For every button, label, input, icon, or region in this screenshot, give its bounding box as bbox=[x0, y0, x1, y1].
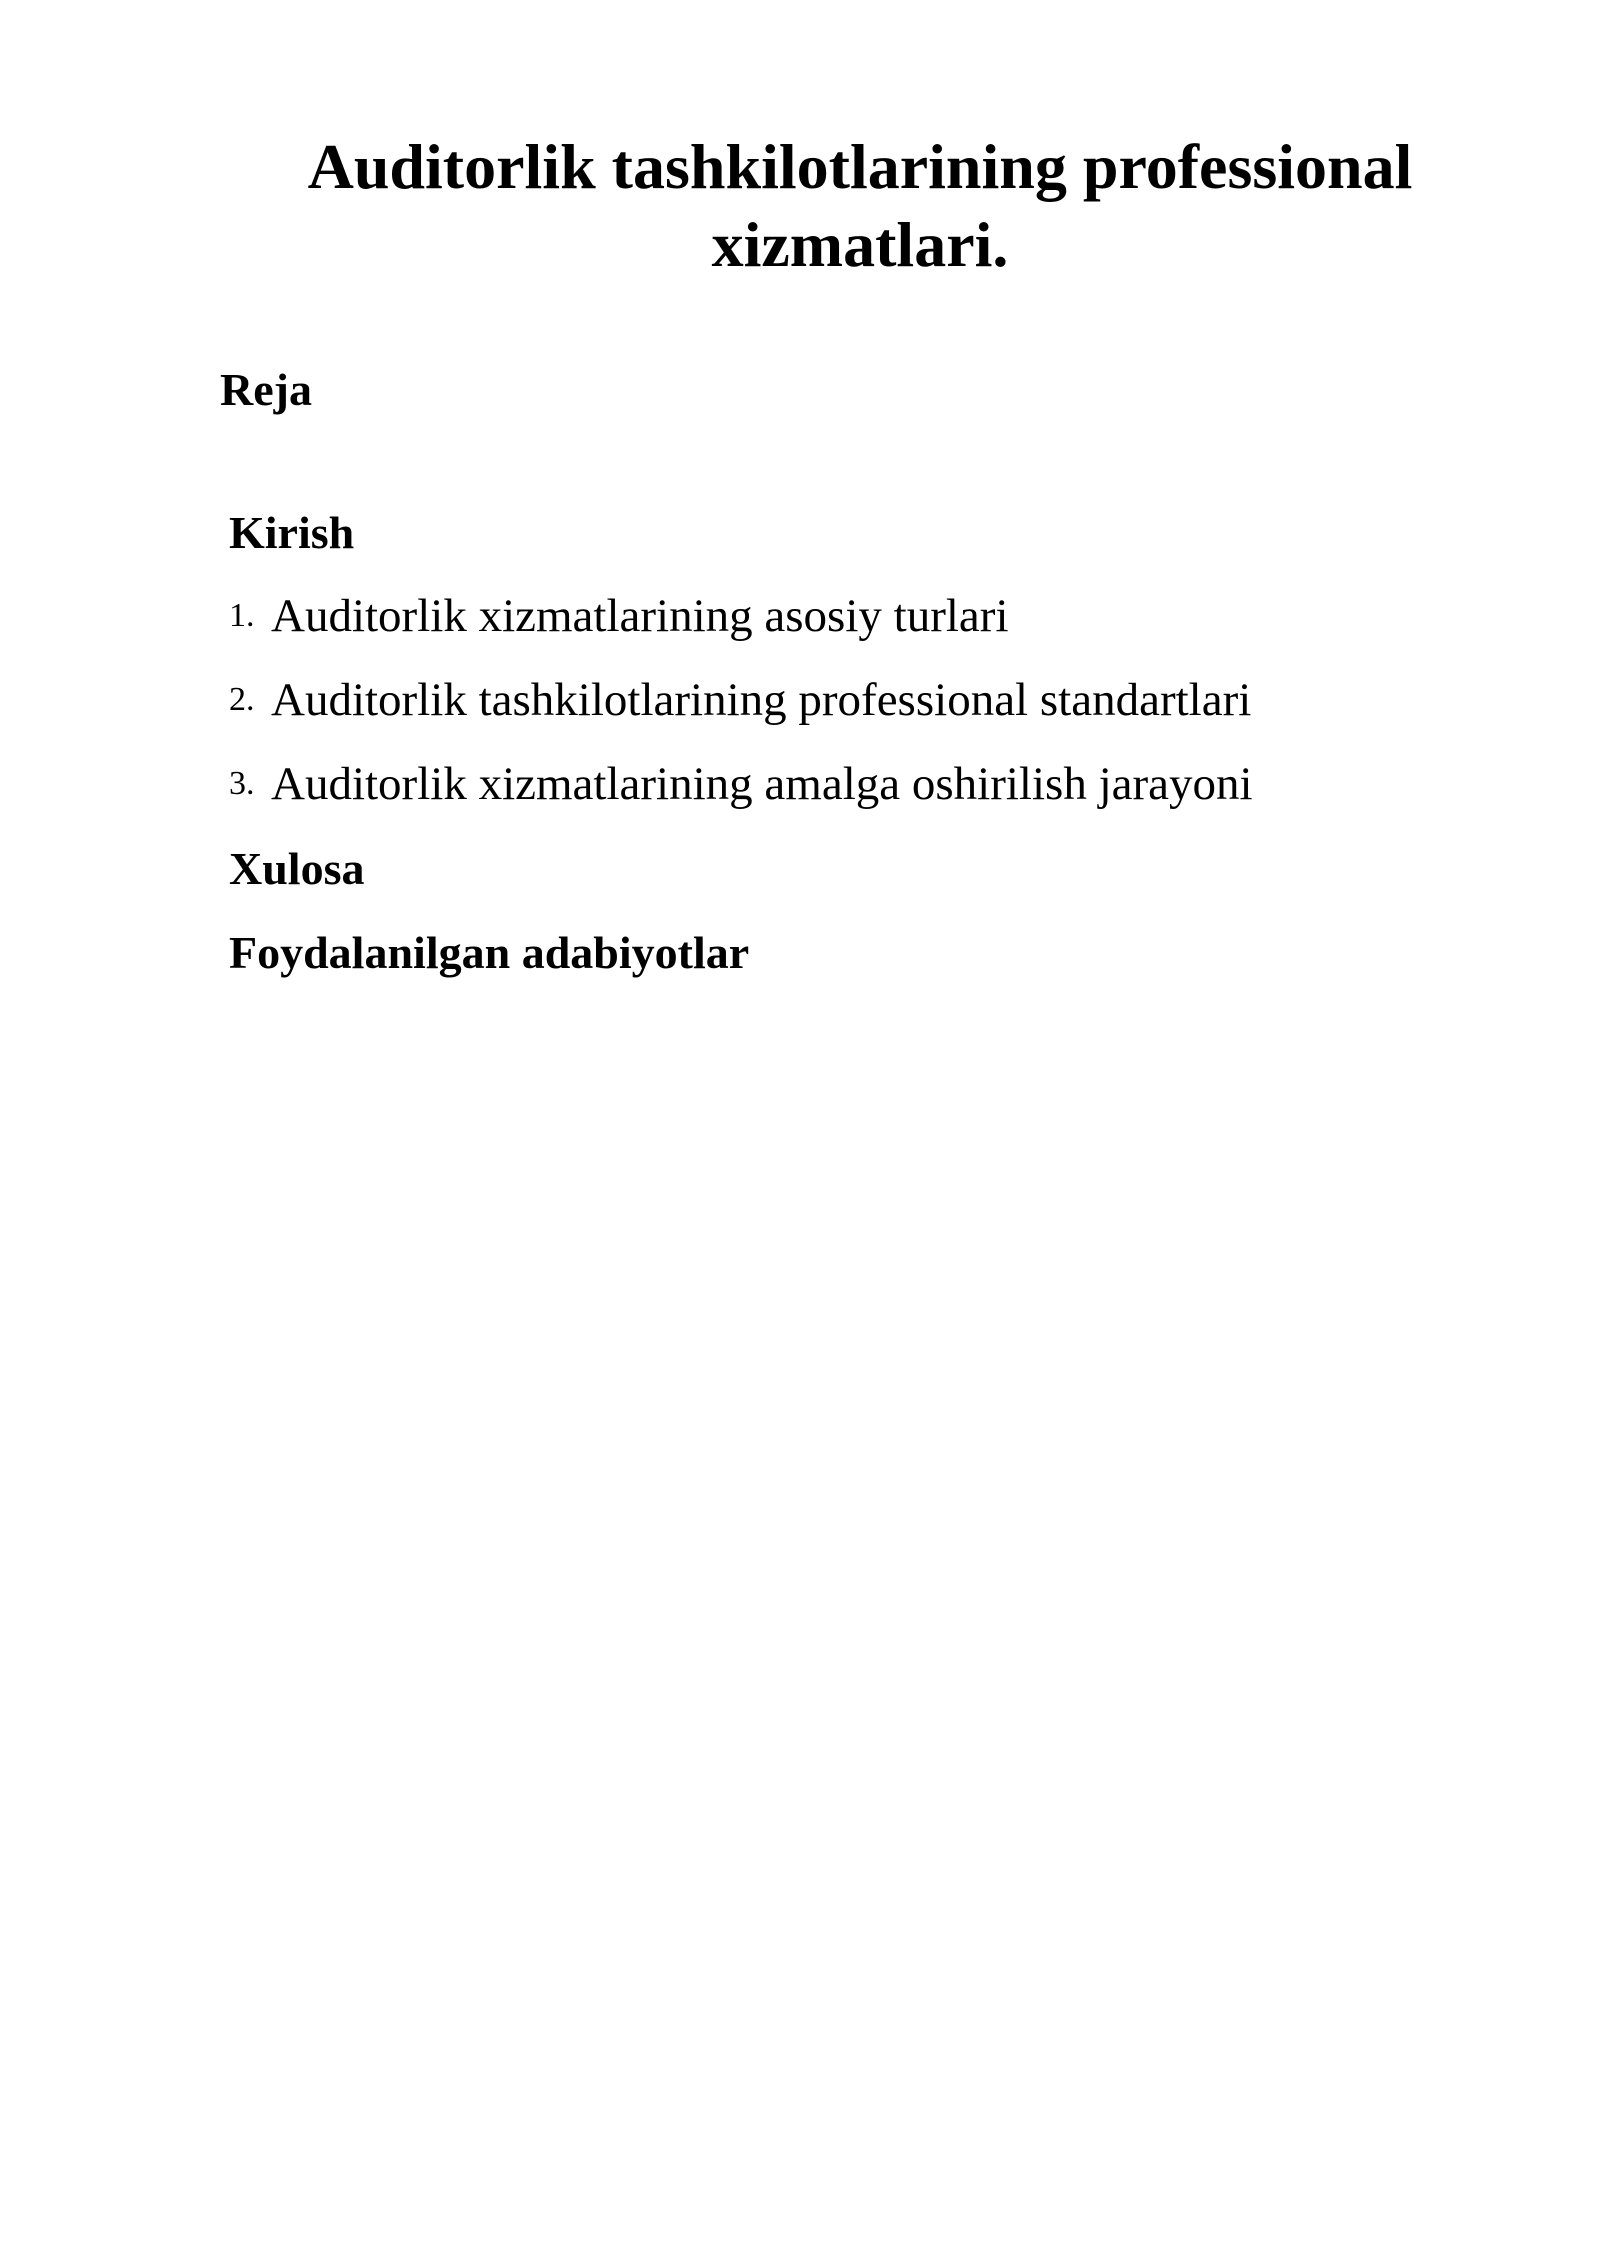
toc-item-text: Auditorlik xizmatlarining asosiy turlari bbox=[271, 590, 1009, 642]
toc-conclusion bbox=[229, 826, 1429, 910]
plan-heading: Reja bbox=[220, 364, 312, 415]
toc-conclusion-label: Xulosa bbox=[229, 842, 365, 894]
toc-item-number: 2. bbox=[229, 681, 255, 718]
toc-item-3 bbox=[229, 742, 1429, 826]
toc-item-2 bbox=[229, 658, 1429, 742]
toc-intro-label: Kirish bbox=[229, 506, 355, 558]
toc-item-1 bbox=[229, 574, 1429, 658]
toc-references bbox=[229, 910, 1429, 994]
toc-intro bbox=[229, 490, 1429, 574]
table-of-contents bbox=[229, 490, 1429, 994]
toc-references-label: Foydalanilgan adabiyotlar bbox=[229, 926, 750, 978]
toc-item-text: Auditorlik xizmatlarining amalga oshirilish jarayoni bbox=[271, 758, 1253, 810]
toc-item-text: Auditorlik tashkilotlarining professional standartlari bbox=[271, 674, 1252, 726]
toc-item-number: 1. bbox=[229, 597, 255, 634]
toc-item-number: 3. bbox=[229, 765, 255, 802]
document-title: Auditorlik tashkilotlarining professional xizmatlari. bbox=[307, 131, 1413, 280]
